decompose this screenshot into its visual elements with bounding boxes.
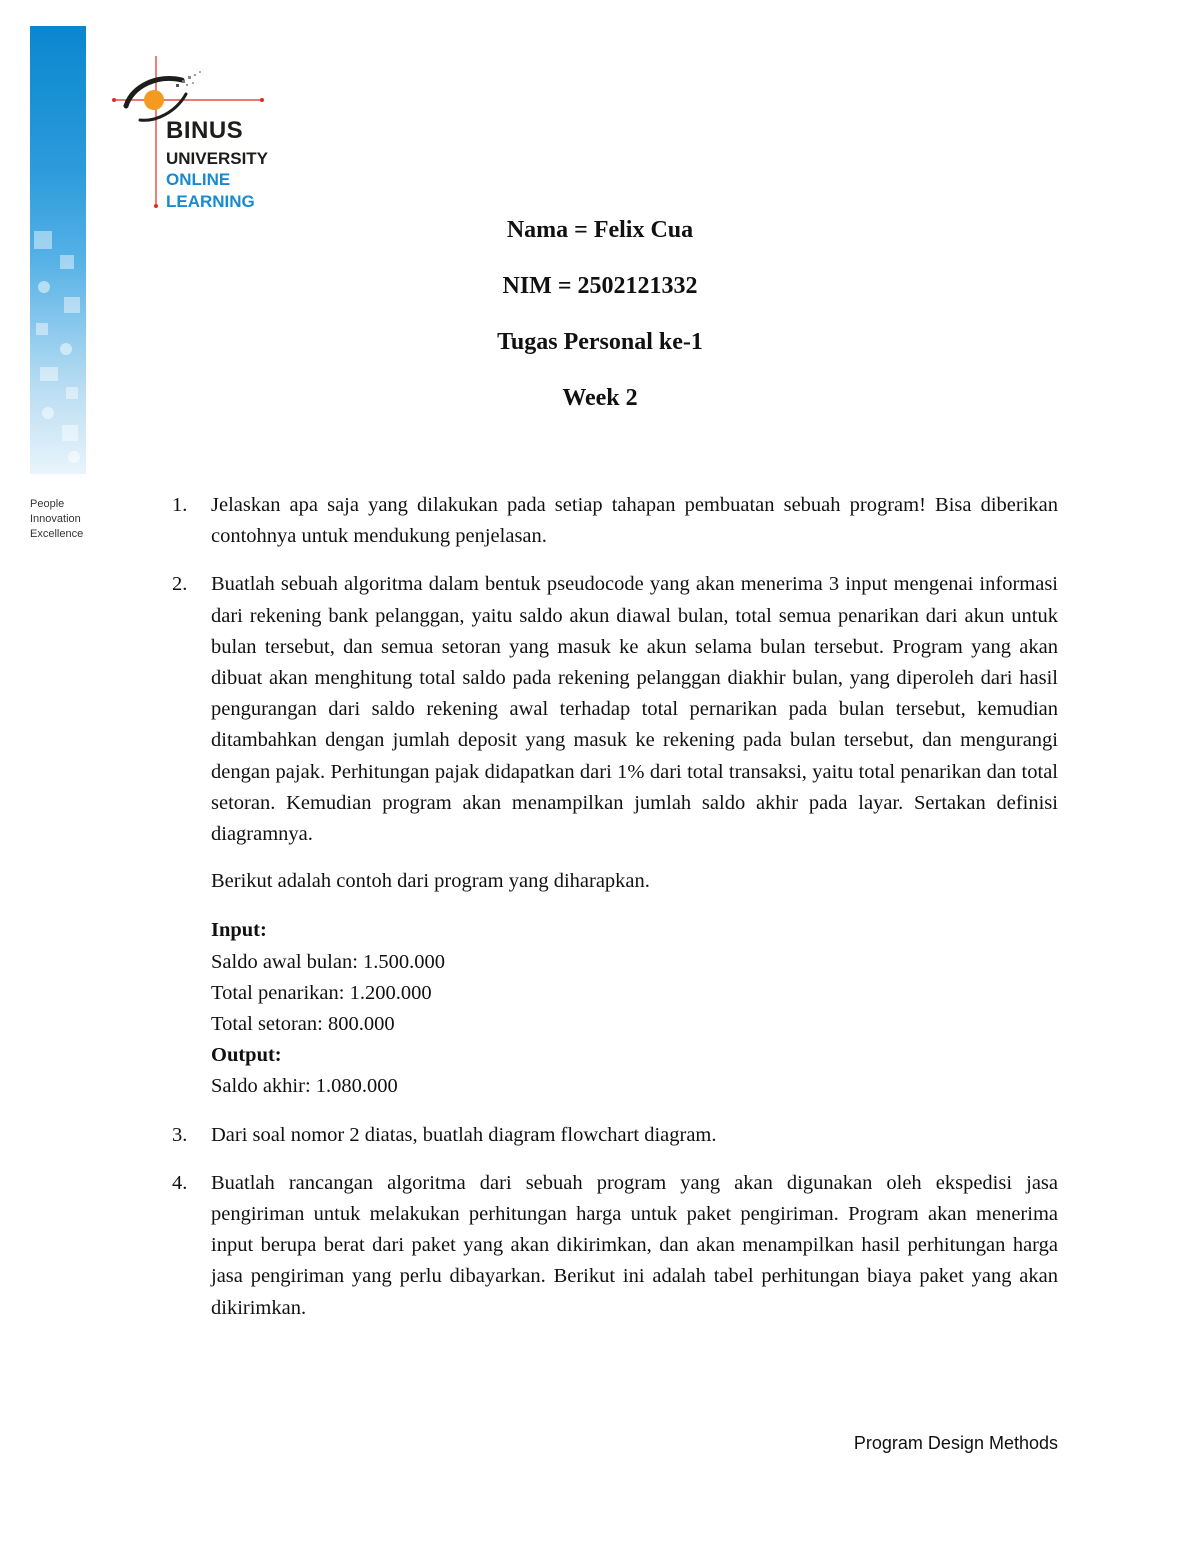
question-number: 2. [172, 573, 188, 596]
tagline-line-excellence: Excellence [30, 528, 84, 540]
tagline [30, 497, 83, 542]
logo-learning: LEARNING [166, 192, 255, 211]
example-intro: Berikut adalah contoh dari program yang diharapkan. [211, 870, 650, 893]
question-item [172, 490, 1058, 552]
question-number: 1. [172, 494, 188, 516]
question-item [172, 1168, 1058, 1324]
question-number: 4. [172, 1171, 188, 1194]
question-number: 3. [172, 1123, 188, 1146]
logo-binus: BINUS [166, 117, 244, 144]
tagline-line-people: People [30, 498, 65, 510]
question-item [172, 569, 1058, 1102]
input-label: Input: [211, 919, 267, 942]
question-item [172, 1120, 1058, 1151]
question-text: Buatlah rancangan algoritma dari sebuah program yang akan digunakan oleh ekspedisi jasa pengiriman untuk melakukan perhitungan harga untuk paket pengiriman. Program akan menerima input berupa berat dari paket yang akan dikirimkan, dan akan menampilkan hasil perhitungan harga jasa pengiriman yang perlu dibayarkan. Berikut ini adalah tabel perhitungan biaya paket yang akan dikirimkan. [211, 1171, 1058, 1319]
page-footer: Program Design Methods [853, 1433, 1058, 1453]
assignment-title: Tugas Personal ke-1 [497, 329, 703, 355]
decorative-side-strip [30, 26, 86, 474]
logo-online: ONLINE [166, 170, 231, 189]
student-nim: NIM = 2502121332 [502, 273, 698, 299]
output-line: Saldo akhir: 1.080.000 [211, 1075, 398, 1098]
tagline-line-innovation: Innovation [30, 513, 81, 525]
question-text: Jelaskan apa saja yang dilakukan pada setiap tahapan pembuatan sebuah program! Bisa diberikan contohnya untuk mendukung penjelasan. [211, 494, 1058, 548]
question-text: Dari soal nomor 2 diatas, buatlah diagram flowchart diagram. [211, 1123, 717, 1146]
input-line: Total penarikan: 1.200.000 [211, 981, 432, 1004]
logo-wordmark [166, 118, 268, 213]
example-block [211, 915, 1058, 1102]
input-line: Total setoran: 800.000 [211, 1013, 395, 1036]
student-name: Nama = Felix Cua [506, 217, 694, 243]
question-list [172, 490, 1058, 1324]
question-text: Buatlah sebuah algoritma dalam bentuk pseudocode yang akan menerima 3 input mengenai informasi dari rekening bank pelanggan, yaitu saldo akun diawal bulan, total semua penarikan dari akun untuk bulan tersebut, dan semua setoran yang masuk ke akun selama bulan tersebut. Program yang akan dibuat akan menghitung total saldo pada rekening pelanggan diakhir bulan, yang diperoleh dari hasil pengurangan dari saldo rekening awal terhadap total pernarikan pada bulan tersebut, kemudian ditambahkan dengan jumlah deposit yang masuk ke rekening pada bulan tersebut, dan mengurangi dengan pajak. Perhitungan pajak didapatkan dari 1% dari total transaksi, yaitu total penarikan dan total setoran. Kemudian program akan menampilkan jumlah saldo akhir pada layar. Sertakan definisi diagramnya. [211, 573, 1058, 846]
logo-university: UNIVERSITY [166, 149, 269, 168]
document-header [300, 212, 900, 436]
output-label: Output: [211, 1044, 282, 1067]
strip-pattern [30, 211, 86, 474]
week-label: Week 2 [562, 385, 638, 411]
input-line: Saldo awal bulan: 1.500.000 [211, 950, 446, 973]
